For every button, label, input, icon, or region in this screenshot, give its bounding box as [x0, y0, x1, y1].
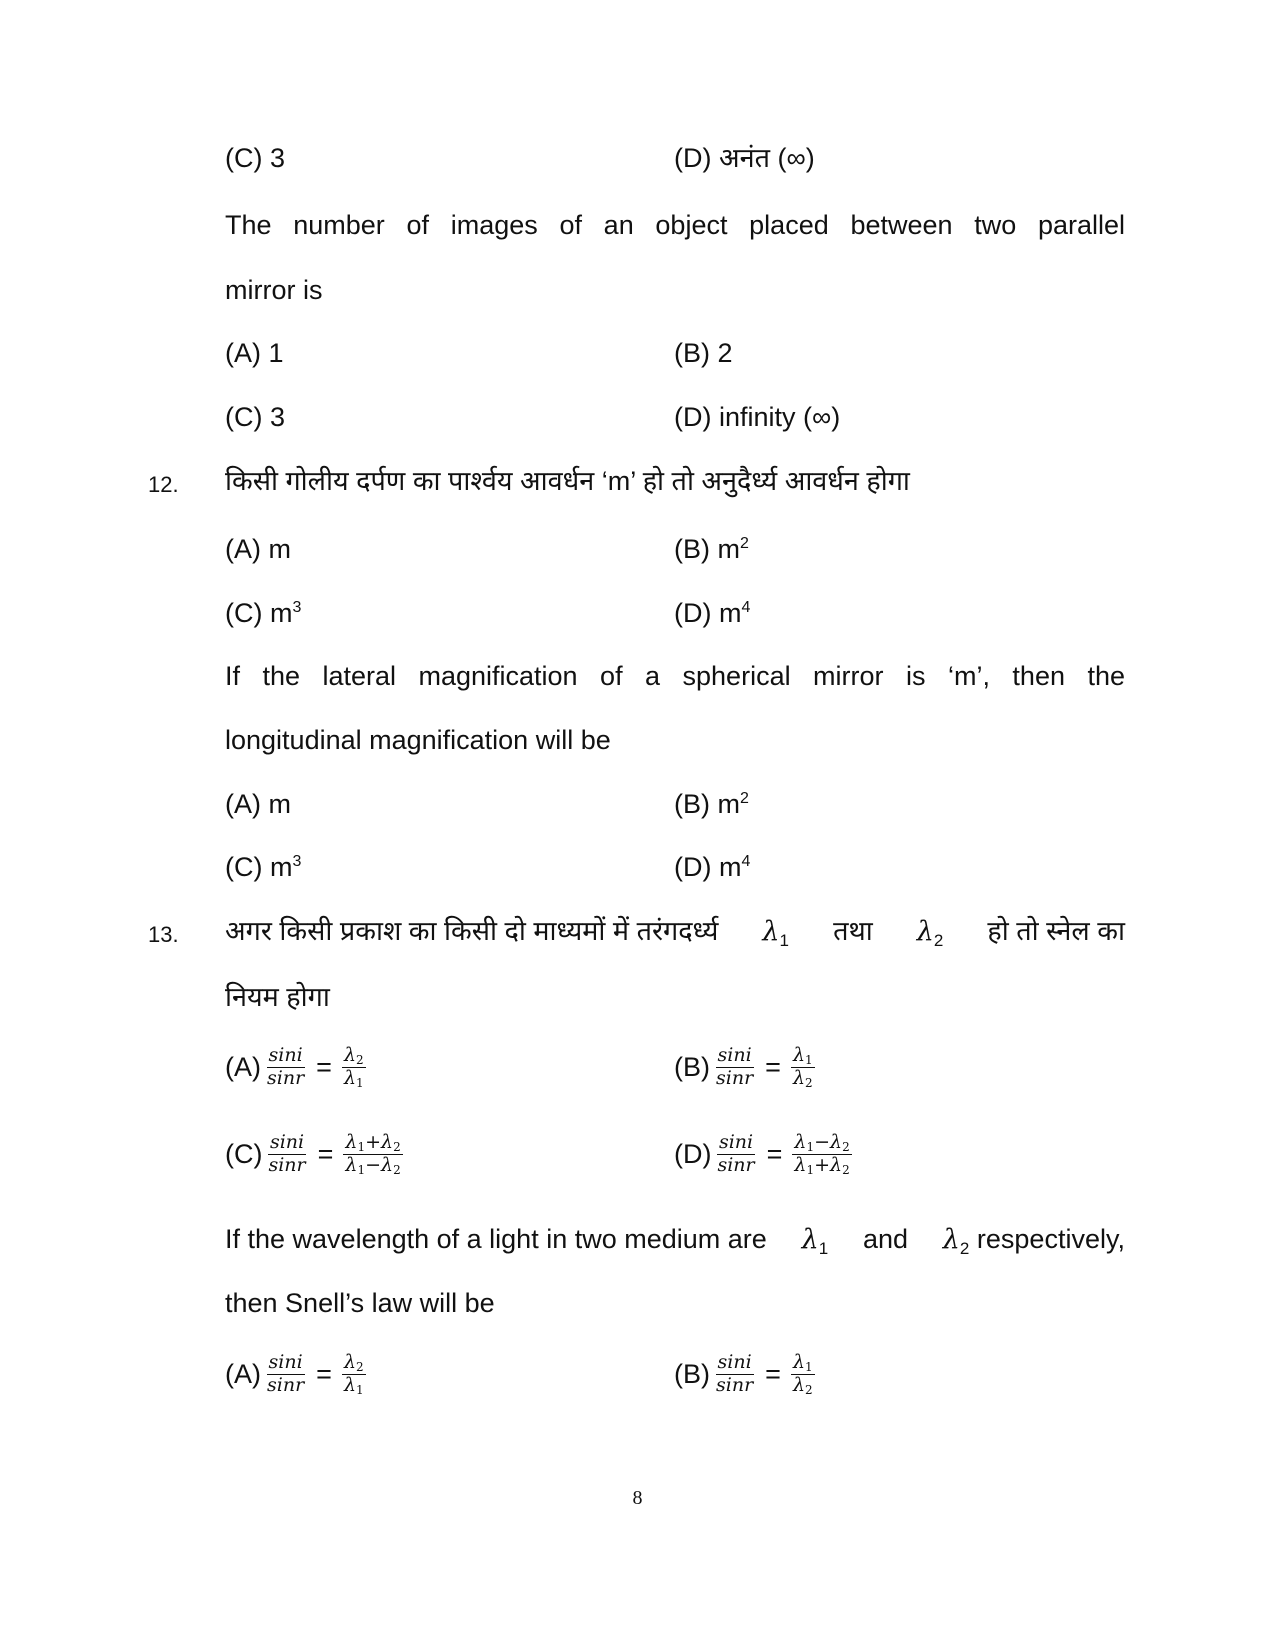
fraction-sini-sinr: $\frac{\sin i}{\sin r}$ [717, 1131, 755, 1176]
q12-en-question-line2: longitudinal magnification will be [225, 725, 611, 755]
q13-en-lambda2-part2: $\lambda_2$ respectively, [942, 1224, 1125, 1258]
q13-en-option-a: (A) $\frac{\sin i}{\sin r}$ = $\frac{\lambda 2}{\lambda 1}$ [225, 1351, 364, 1397]
fraction-sini-sinr: $\frac{\sin i}{\sin r}$ [268, 1131, 306, 1176]
q11-en-option-a: (A) 1 [225, 338, 284, 368]
fraction-lambda: $\frac{\lambda 2}{\lambda 1}$ [343, 1044, 364, 1090]
q13-hi-option-a: (A) $\frac{\sin i}{\sin r}$ = $\frac{\lambda 2}{\lambda 1}$ [225, 1044, 364, 1090]
fraction-lambda: $\frac{\lambda 1-\lambda 2}{\lambda 1+\lambda 2}$ [794, 1131, 850, 1177]
q13-hi-option-c: (C) $\frac{\sin i}{\sin r}$ = $\frac{\lambda 1+\lambda 2}{\lambda 1-\lambda 2}$ [225, 1131, 401, 1177]
q13-hi-and: तथा [833, 916, 873, 946]
q13-hi-option-b: (B) $\frac{\sin i}{\sin r}$ = $\frac{\lambda 1}{\lambda 2}$ [674, 1044, 813, 1090]
page-number: 8 [632, 1487, 643, 1509]
q13-number: 13. [148, 922, 179, 947]
q13-en-lambda1: $\lambda_1$ [801, 1224, 829, 1258]
q13-hi-question-part2: हो तो स्नेल का [987, 916, 1125, 946]
fraction-lambda: $\frac{\lambda 2}{\lambda 1}$ [343, 1351, 364, 1397]
fraction-sini-sinr: $\frac{\sin i}{\sin r}$ [716, 1351, 754, 1396]
q13-en-question-line2: then Snell’s law will be [225, 1288, 495, 1318]
fraction-sini-sinr: $\frac{\sin i}{\sin r}$ [716, 1044, 754, 1089]
q12-hi-option-c: (C) $m^3$ [225, 598, 302, 628]
q13-hi-lambda2: $\lambda_2$ [916, 916, 944, 950]
q11-hi-option-d: (D) अनंत (∞) [674, 143, 815, 173]
q11-en-option-c: (C) 3 [225, 402, 285, 432]
q13-hi-option-d: (D) $\frac{\sin i}{\sin r}$ = $\frac{\lambda 1-\lambda 2}{\lambda 1+\lambda 2}$ [674, 1131, 850, 1177]
q12-number: 12. [148, 472, 179, 497]
fraction-sini-sinr: $\frac{\sin i}{\sin r}$ [267, 1351, 305, 1396]
q13-en-question-line1 [225, 1224, 1125, 1258]
q12-hi-option-b: (B) $m^2$ [674, 534, 749, 564]
q12-en-option-d: (D) $m^4$ [674, 852, 751, 882]
q12-hi-question: किसी गोलीय दर्पण का पार्श्वय आवर्धन ‘m’ हो तो अनुदैर्ध्य आवर्धन होगा [225, 466, 910, 496]
q13-hi-lambda1: $\lambda_1$ [762, 916, 790, 950]
fraction-sini-sinr: $\frac{\sin i}{\sin r}$ [267, 1044, 305, 1089]
q13-en-and: and [862, 1224, 909, 1254]
q11-en-question-line1: The number of images of an object placed between two parallel [225, 210, 1125, 240]
q13-en-option-b: (B) $\frac{\sin i}{\sin r}$ = $\frac{\lambda 1}{\lambda 2}$ [674, 1351, 813, 1397]
q11-en-option-b: (B) 2 [674, 338, 733, 368]
q12-en-question-line1: If the lateral magnification of a spherical mirror is ‘m’, then the [225, 661, 1125, 691]
fraction-lambda: $\frac{\lambda 1}{\lambda 2}$ [792, 1351, 813, 1397]
fraction-lambda: $\frac{\lambda 1+\lambda 2}{\lambda 1-\lambda 2}$ [345, 1131, 401, 1177]
q12-en-option-b: (B) $m^2$ [674, 789, 749, 819]
q12-hi-option-d: (D) $m^4$ [674, 598, 751, 628]
q13-en-question-part1: If the wavelength of a light in two medium are [225, 1224, 767, 1254]
q13-hi-question-line2: नियम होगा [225, 982, 330, 1012]
q12-en-option-a: (A) m [225, 789, 291, 819]
fraction-lambda: $\frac{\lambda 1}{\lambda 2}$ [792, 1044, 813, 1090]
q13-hi-question-part1: अगर किसी प्रकाश का किसी दो माध्यमों में तरंगदर्ध्य [225, 916, 719, 946]
q13-hi-question-line1 [225, 916, 1125, 950]
q11-hi-option-c: (C) 3 [225, 143, 285, 173]
q12-en-option-c: (C) $m^3$ [225, 852, 302, 882]
q12-hi-option-a: (A) m [225, 534, 291, 564]
q11-en-question-line2: mirror is [225, 275, 323, 305]
q11-en-option-d: (D) infinity (∞) [674, 402, 841, 432]
